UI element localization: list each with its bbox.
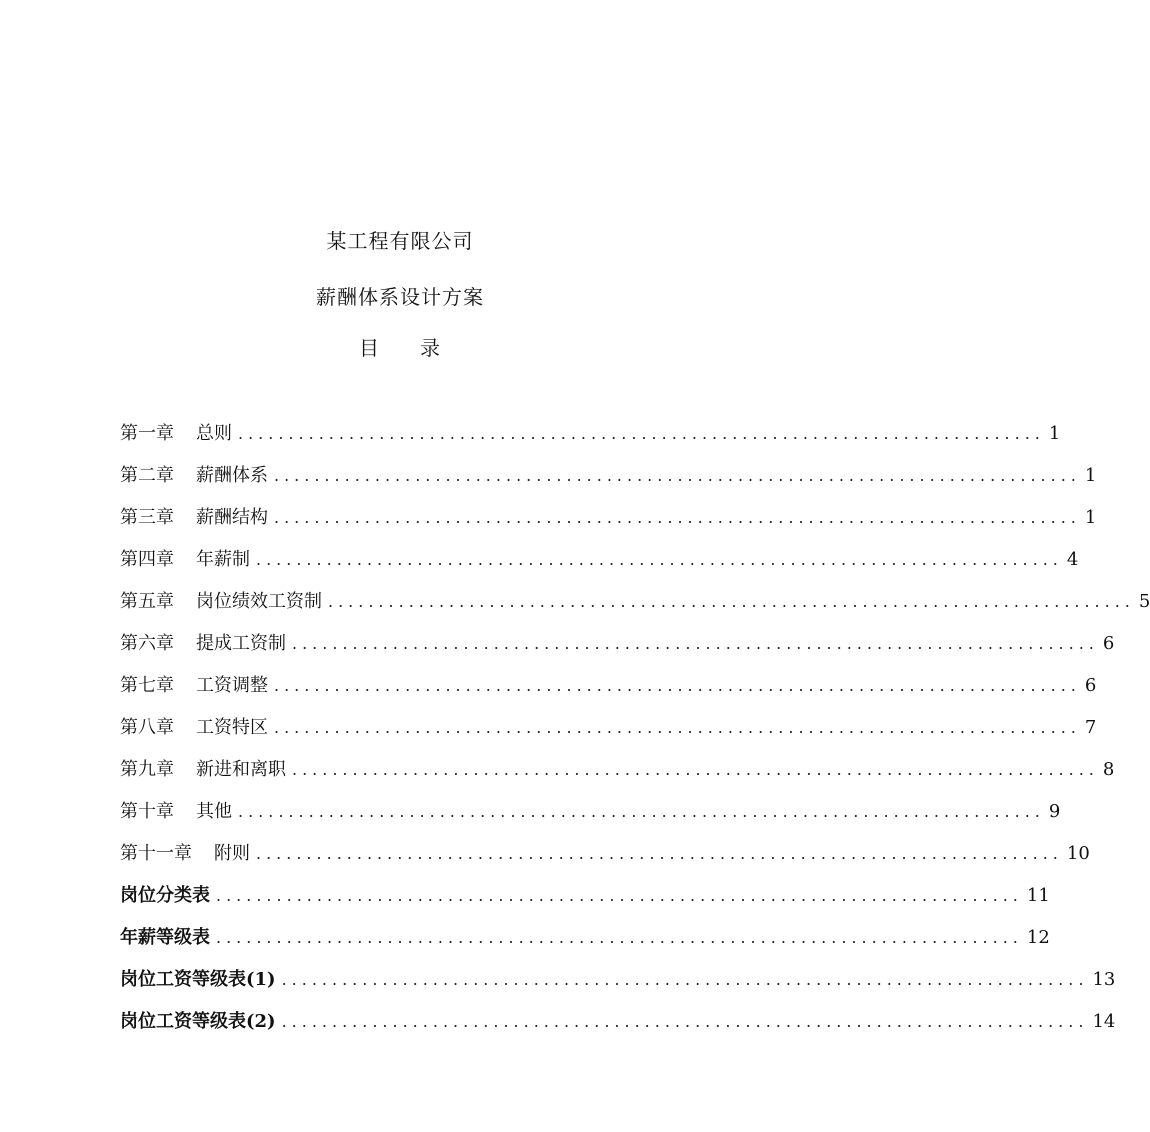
toc-entry[interactable] <box>120 917 1050 959</box>
toc-entry-title: 薪酬体系 <box>196 465 268 486</box>
document-title: 薪酬体系设计方案 <box>316 285 484 309</box>
toc-entry-title: 工资特区 <box>196 717 268 738</box>
toc-page-number: 12 <box>1026 927 1050 948</box>
toc-page-number: 14 <box>1092 1011 1116 1032</box>
toc-chapter-number: 第二章 <box>120 465 174 486</box>
toc-entry[interactable] <box>120 959 1116 1001</box>
toc-entry-title: 新进和离职 <box>196 759 286 780</box>
toc-entry-heading <box>120 716 268 740</box>
toc-entry[interactable] <box>120 623 1115 665</box>
toc-dot-leader: ................................................................................ <box>274 718 1081 737</box>
toc-entry-heading <box>120 968 276 992</box>
toc-chapter-number: 第十章 <box>120 801 174 822</box>
toc-entry-heading <box>120 758 286 782</box>
toc-entry-heading <box>120 842 250 866</box>
toc-entry[interactable] <box>120 539 1079 581</box>
toc-entry-heading <box>120 800 232 824</box>
toc-page-number: 6 <box>1102 633 1115 654</box>
toc-chapter-number: 第八章 <box>120 717 174 738</box>
toc-entry-title: 总则 <box>196 423 232 444</box>
toc-dot-leader: ................................................................................ <box>281 1012 1089 1031</box>
toc-entry-heading <box>120 506 268 530</box>
toc-entry[interactable] <box>120 791 1061 833</box>
toc-entry-title: 岗位工资等级表(2) <box>120 1011 276 1032</box>
toc-dot-leader: ................................................................................ <box>292 634 1099 653</box>
toc-entry-heading <box>120 548 250 572</box>
toc-entry-title: 岗位分类表 <box>120 885 210 906</box>
toc-page-number: 7 <box>1084 717 1097 738</box>
toc-dot-leader: ................................................................................ <box>216 886 1023 905</box>
toc-page-number: 8 <box>1102 759 1115 780</box>
toc-entry-title: 薪酬结构 <box>196 507 268 528</box>
toc-page-number: 10 <box>1066 843 1090 864</box>
toc-entry-heading <box>120 590 322 614</box>
toc-heading <box>0 334 800 362</box>
toc-page-number: 1 <box>1084 507 1097 528</box>
toc-dot-leader: ................................................................................ <box>216 928 1023 947</box>
toc-chapter-number: 第五章 <box>120 591 174 612</box>
toc-entry[interactable] <box>120 749 1115 791</box>
toc-heading-char-1: 目 <box>359 336 380 360</box>
toc-entry-title: 其他 <box>196 801 232 822</box>
toc-entry[interactable] <box>120 413 1061 455</box>
toc-entry-heading <box>120 674 268 698</box>
toc-entry-heading <box>120 884 210 908</box>
toc-entry-title: 岗位绩效工资制 <box>196 591 322 612</box>
toc-entry-title: 提成工资制 <box>196 633 286 654</box>
toc-dot-leader: ................................................................................ <box>274 508 1081 527</box>
toc-entry-title: 岗位工资等级表(1) <box>120 969 276 990</box>
toc-heading-char-2: 录 <box>420 336 441 360</box>
toc-dot-leader: ................................................................................ <box>274 466 1081 485</box>
toc-dot-leader: ................................................................................ <box>238 802 1045 821</box>
toc-page-number: 9 <box>1048 801 1061 822</box>
toc-chapter-number: 第十一章 <box>120 843 192 864</box>
toc-entry[interactable] <box>120 455 1097 497</box>
toc-dot-leader: ................................................................................ <box>292 760 1099 779</box>
toc-chapter-number: 第六章 <box>120 633 174 654</box>
toc-page-number: 13 <box>1092 969 1116 990</box>
toc-entry-title: 年薪制 <box>196 549 250 570</box>
toc-entry-heading <box>120 464 268 488</box>
toc-chapter-number: 第七章 <box>120 675 174 696</box>
toc-entry-title: 工资调整 <box>196 675 268 696</box>
company-name: 某工程有限公司 <box>326 229 474 253</box>
toc-chapter-number: 第三章 <box>120 507 174 528</box>
toc-entry[interactable] <box>120 875 1050 917</box>
toc-dot-leader: ................................................................................ <box>281 970 1089 989</box>
toc-dot-leader: ................................................................................ <box>328 592 1135 611</box>
toc-chapter-number: 第四章 <box>120 549 174 570</box>
toc-page-number: 11 <box>1026 885 1050 906</box>
toc-entry-heading <box>120 1010 276 1034</box>
toc-page-number: 6 <box>1084 675 1097 696</box>
toc-entry-title: 附则 <box>214 843 250 864</box>
toc-chapter-number: 第一章 <box>120 423 174 444</box>
toc-dot-leader: ................................................................................ <box>256 550 1063 569</box>
toc-dot-leader: ................................................................................ <box>274 676 1081 695</box>
toc-page-number: 1 <box>1084 465 1097 486</box>
toc-dot-leader: ................................................................................ <box>238 424 1045 443</box>
toc-entry-heading <box>120 632 286 656</box>
toc-entry-heading <box>120 422 232 446</box>
toc-page-number: 5 <box>1138 591 1150 612</box>
toc-dot-leader: ................................................................................ <box>256 844 1063 863</box>
toc-entry[interactable] <box>120 497 1097 539</box>
toc-entry[interactable] <box>120 581 1150 623</box>
toc-page-number: 4 <box>1066 549 1079 570</box>
toc-entry-heading <box>120 926 210 950</box>
toc-page-number: 1 <box>1048 423 1061 444</box>
toc-entry[interactable] <box>120 707 1097 749</box>
table-of-contents <box>120 413 1150 1043</box>
toc-entry[interactable] <box>120 833 1090 875</box>
toc-entry[interactable] <box>120 665 1097 707</box>
toc-entry[interactable] <box>120 1001 1116 1043</box>
toc-chapter-number: 第九章 <box>120 759 174 780</box>
toc-entry-title: 年薪等级表 <box>120 927 210 948</box>
